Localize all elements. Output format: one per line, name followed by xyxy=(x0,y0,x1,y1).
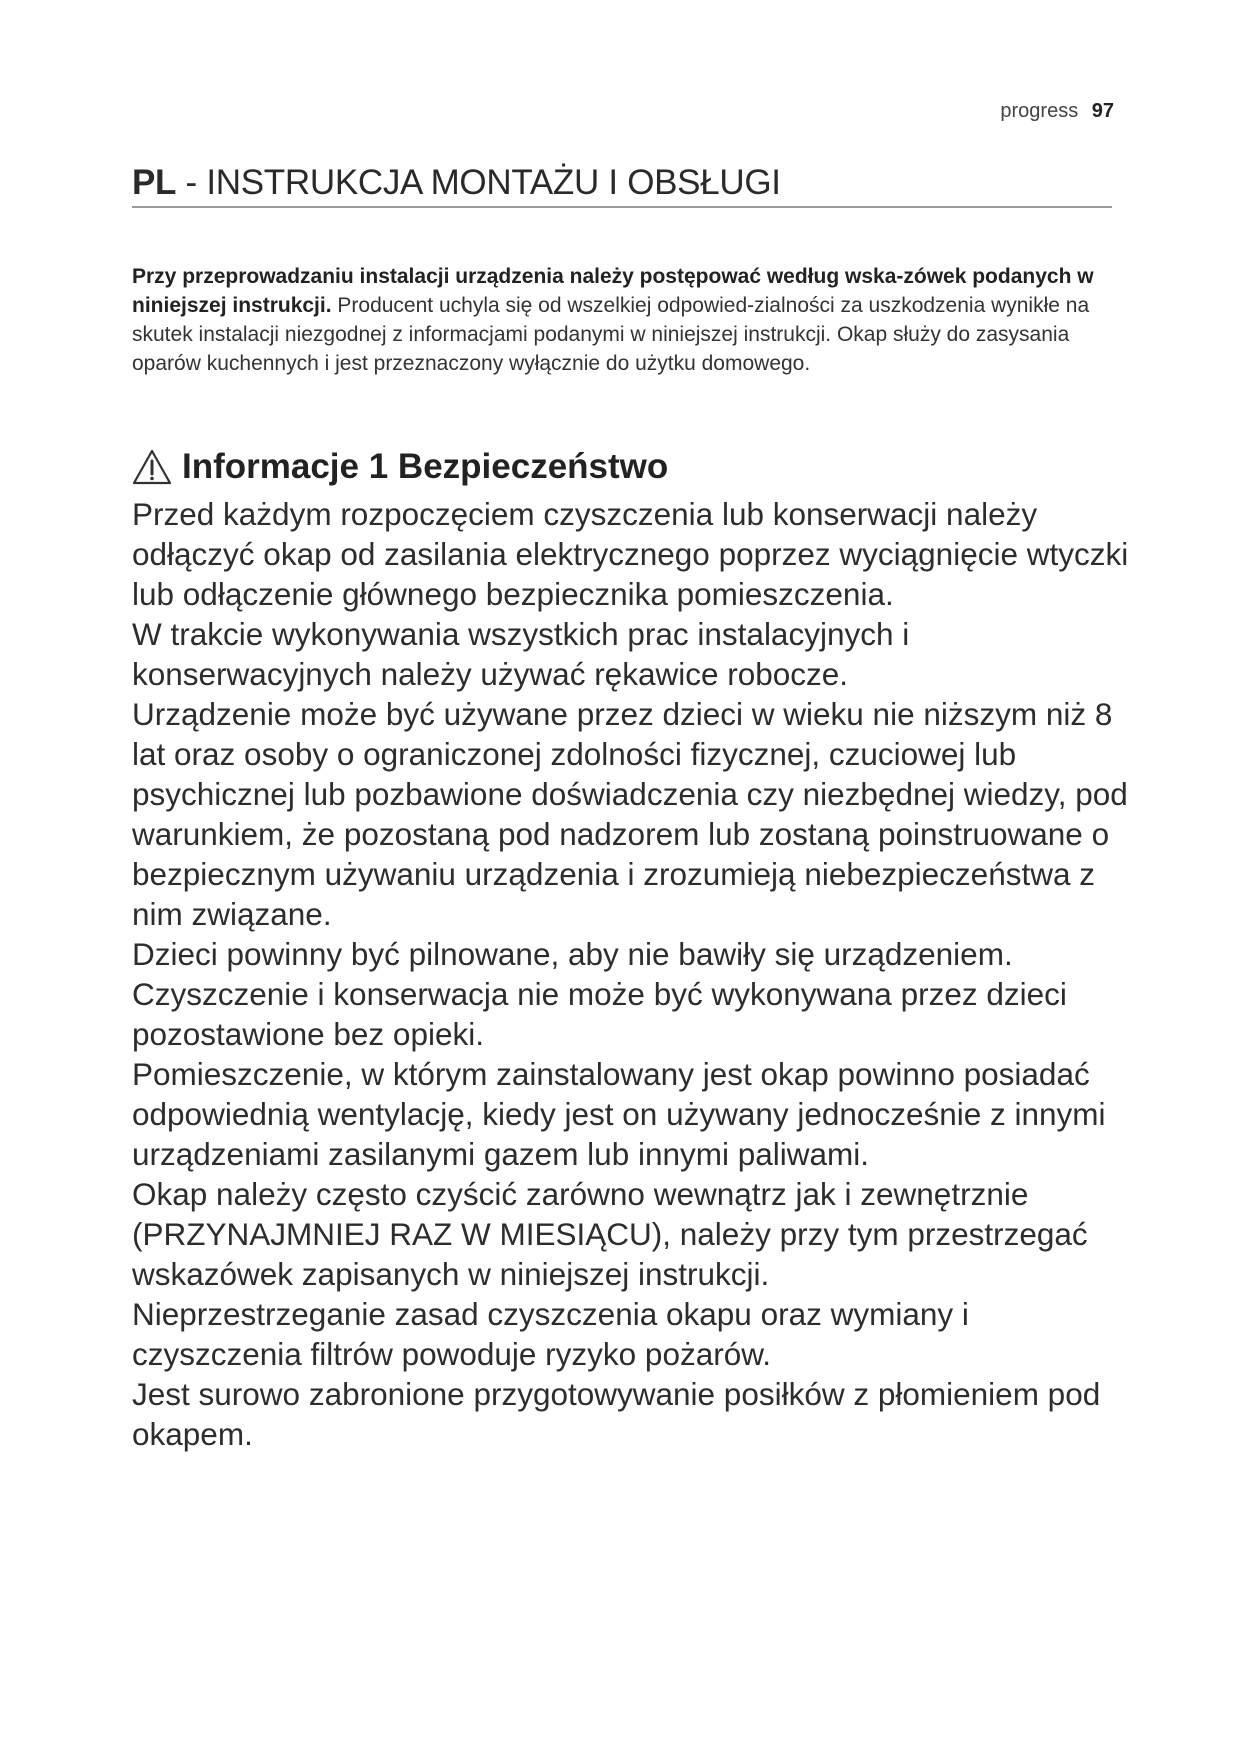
section-heading-text: Informacje 1 Bezpieczeństwo xyxy=(182,447,669,486)
intro-paragraph xyxy=(132,262,1112,378)
safety-paragraph: W trakcie wykonywania wszystkich prac instalacyjnych i konserwacyjnych należy używać rękawice robocze. xyxy=(132,616,910,692)
title-separator: - xyxy=(176,163,207,202)
page-header xyxy=(1000,100,1114,123)
language-code: PL xyxy=(132,163,177,202)
intro-bold-text: Przy przeprowadzaniu instalacji urządzenia należy postępować według wska-zówek podanych w niniejszej instrukcji. xyxy=(132,265,1094,317)
section-heading xyxy=(132,447,668,487)
page-number: 97 xyxy=(1091,100,1114,122)
page-title xyxy=(132,163,1112,208)
safety-paragraph: Nieprzestrzeganie zasad czyszczenia okapu oraz wymiany i czyszczenia filtrów powoduje ryzyko pożarów. xyxy=(132,1296,969,1372)
safety-paragraph: Jest surowo zabronione przygotowywanie posiłków z płomieniem pod okapem. xyxy=(132,1376,1101,1452)
intro-regular-text: Producent uchyla się od wszelkiej odpowied-zialności za uszkodzenia wynikłe na skutek instalacji niezgodnej z informacjami podanymi w niniejszej instrukcji. Okap służy do zasysania oparów kuchennych i jest przeznaczony wyłącznie do użytku domowego. xyxy=(132,294,1090,375)
safety-paragraph: Czyszczenie i konserwacja nie może być wykonywana przez dzieci pozostawione bez opieki. xyxy=(132,976,1067,1052)
title-text: INSTRUKCJA MONTAŻU I OBSŁUGI xyxy=(206,163,781,202)
safety-paragraph: Okap należy często czyścić zarówno wewnątrz jak i zewnętrznie (PRZYNAJMNIEJ RAZ W MIESIĄCU), należy przy tym przestrzegać wskazówek zapisanych w niniejszej instrukcji. xyxy=(132,1176,1088,1292)
safety-paragraph: Urządzenie może być używane przez dzieci w wieku nie niższym niż 8 lat oraz osoby o ograniczonej zdolności fizycznej, czuciowej lub psychicznej lub pozbawione doświadczenia czy niezbędnej wiedzy, pod warunkiem, że pozostaną pod nadzorem lub zostaną poinstruowane o bezpiecznym używaniu urządzenia i zrozumieją niebezpieczeństwa z nim związane. xyxy=(132,696,1128,932)
safety-paragraph: Przed każdym rozpoczęciem czyszczenia lub konserwacji należy odłączyć okap od zasilania elektrycznego poprzez wyciągnięcie wtyczki lub odłączenie głównego bezpiecznika pomieszczenia. xyxy=(132,496,1129,612)
warning-triangle-icon xyxy=(132,449,172,485)
safety-text xyxy=(132,494,1132,1454)
safety-paragraph: Dzieci powinny być pilnowane, aby nie bawiły się urządzeniem. xyxy=(132,936,1013,972)
safety-paragraph: Pomieszczenie, w którym zainstalowany jest okap powinno posiadać odpowiednią wentylację, kiedy jest on używany jednocześnie z innymi urządzeniami zasilanymi gazem lub innymi paliwami. xyxy=(132,1056,1106,1172)
brand-name: progress xyxy=(1000,100,1079,122)
